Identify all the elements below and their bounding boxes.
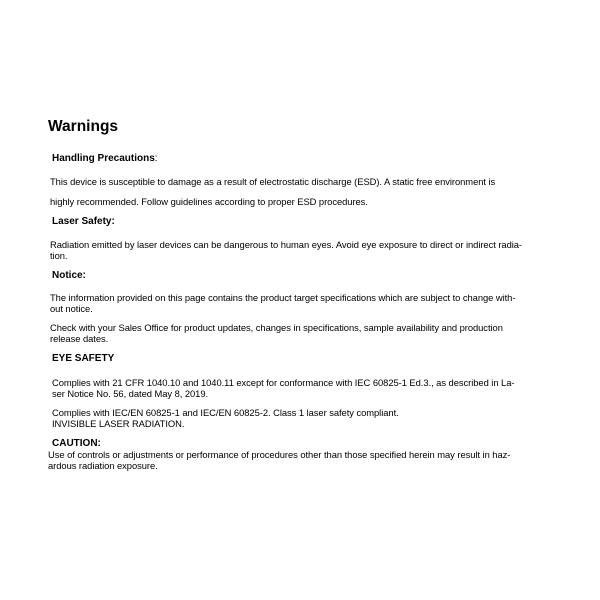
handling-precautions-colon: : (154, 153, 158, 164)
caution-text-2: ardous radiation exposure. (48, 460, 158, 471)
page-title: Warnings (48, 118, 119, 135)
eye-safety-text-2a: Complies with IEC/EN 60825-1 and IEC/EN 60825-2. Class 1 laser safety compliant. (52, 407, 399, 418)
handling-precautions-heading-text: Handling Precautions (52, 153, 155, 164)
eye-safety-text-2b: INVISIBLE LASER RADIATION. (52, 418, 185, 429)
notice-text-2b: release dates. (50, 333, 109, 344)
notice-text-1b: out notice. (50, 303, 93, 314)
handling-precautions-heading (52, 153, 158, 164)
eye-safety-text-1b: ser Notice No. 56, dated May 8, 2019. (52, 388, 209, 399)
laser-safety-text-2: tion. (50, 250, 68, 261)
laser-safety-heading: Laser Safety: (52, 216, 115, 227)
notice-heading: Notice: (52, 270, 86, 281)
notice-text-1a: The information provided on this page contains the product target specifications which are subject to change with- (50, 292, 516, 303)
caution-heading: CAUTION: (52, 438, 101, 449)
handling-precautions-text-2: highly recommended. Follow guidelines according to proper ESD procedures. (50, 196, 368, 207)
eye-safety-heading: EYE SAFETY (52, 353, 115, 364)
eye-safety-text-1a: Complies with 21 CFR 1040.10 and 1040.11 except for conformance with IEC 60825-1 Ed.3., as described in La- (52, 377, 515, 388)
laser-safety-text-1: Radiation emitted by laser devices can be dangerous to human eyes. Avoid eye exposure to direct or indirect radia- (50, 239, 523, 250)
handling-precautions-text-1: This device is susceptible to damage as a result of electrostatic discharge (ESD). A static free environment is (50, 176, 496, 187)
caution-text-1: Use of controls or adjustments or performance of procedures other than those specified herein may result in haz- (48, 449, 511, 460)
notice-text-2a: Check with your Sales Office for product updates, changes in specifications, sample availability and production (50, 322, 503, 333)
